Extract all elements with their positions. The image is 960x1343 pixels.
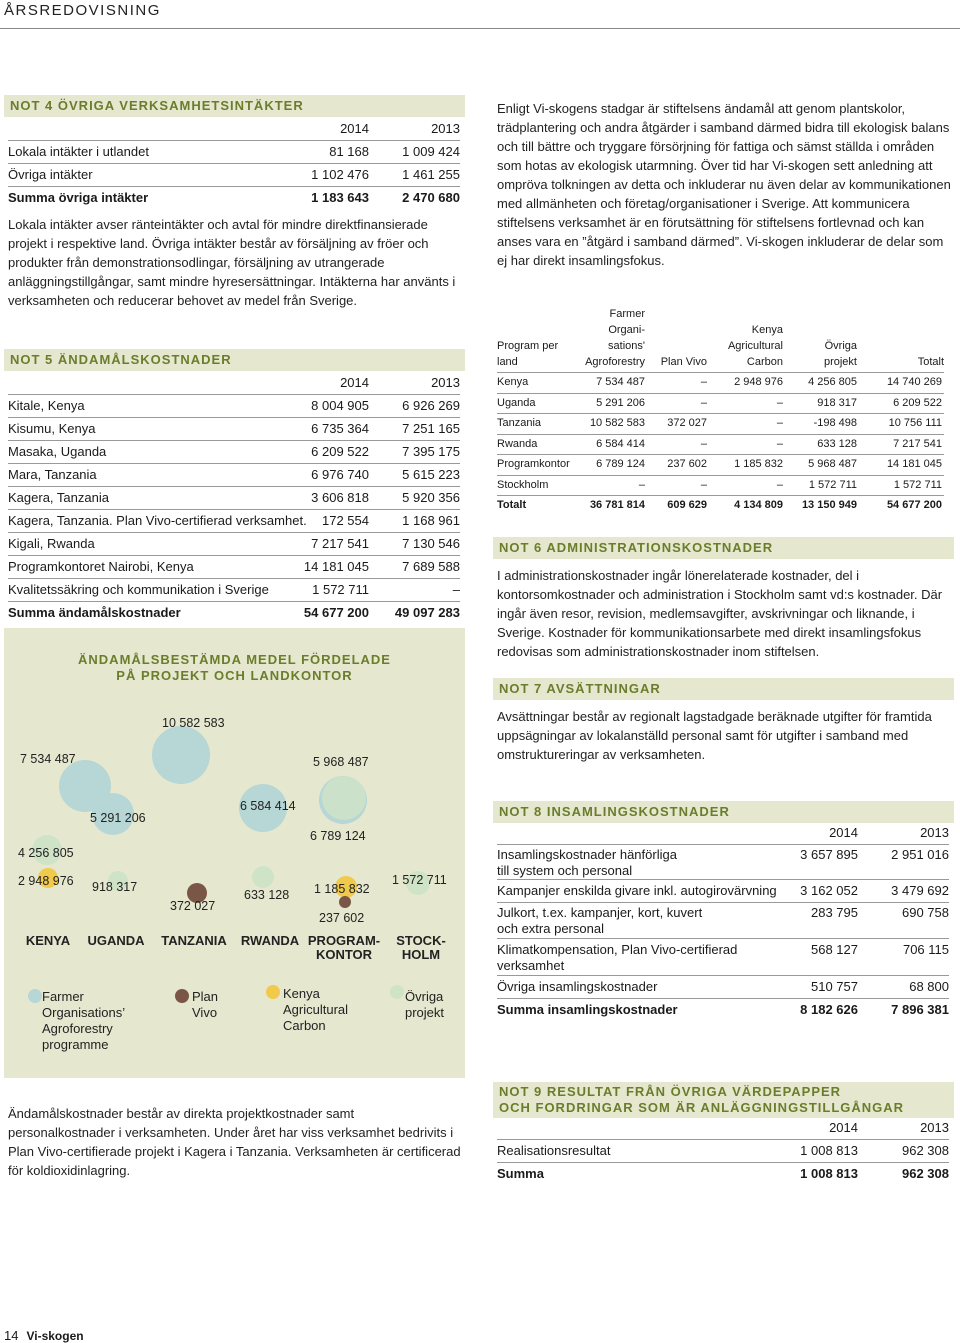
note4-row-label: Övriga intäkter <box>8 167 93 182</box>
header-line: Farmer <box>609 308 645 320</box>
category-kenya <box>18 934 78 948</box>
note4-row <box>8 141 460 164</box>
note4-row-2014: 81 168 <box>329 144 369 159</box>
note5-row <box>8 556 460 579</box>
label-prog-ovriga: 5 968 487 <box>313 755 369 769</box>
program-cell-land: Stockholm <box>497 478 549 491</box>
note8-row-2014: 3 657 895 <box>800 847 858 862</box>
legend-line: Plan <box>192 989 219 1004</box>
program-cell-planvivo: 609 629 <box>667 499 707 511</box>
note9-title-line2: OCH FORDRINGAR SOM ÄR ANLÄGGNINGSTILLGÅNGAR <box>499 1100 905 1115</box>
program-cell-land: Kenya <box>497 376 529 388</box>
note7-text: Avsättningar består av regionalt lagstadgade beräknade utgifter för framtida uppsägningar av lokalanställd personal samt för utgifter i samband med omstruktureringar av verksamheten. <box>497 709 932 762</box>
header-line: Carbon <box>746 356 783 368</box>
legend-planvivo <box>192 989 218 1021</box>
legend-line: projekt <box>405 1005 445 1020</box>
note5-row-2013: 7 395 175 <box>402 444 460 459</box>
note8-year-row <box>497 822 949 845</box>
note5-row-label: Summa ändamålskostnader <box>8 605 181 620</box>
bubble-chart-caption: Ändamålskostnader består av direkta projektkostnader samt personalkostnader i verksamheten. Under året har viss verksamhet bedrivits i Plan Vivo-certifierade projekt i Kagera i Tanzania. Verksamheten är certificerad för koldioxidinlagring. <box>8 1106 461 1178</box>
note9-sum-row <box>497 1163 949 1185</box>
program-total-row <box>497 496 944 516</box>
category-line2: KONTOR <box>315 947 373 962</box>
note5-row-2014: 6 976 740 <box>311 467 369 482</box>
note4-title: NOT 4 ÖVRIGA VERKSAMHETSINTÄKTER <box>4 95 465 117</box>
program-cell-ovriga: 13 150 949 <box>801 499 857 511</box>
legend-line: Vivo <box>192 1005 218 1020</box>
label-prog-carbon: 1 185 832 <box>314 882 370 896</box>
note8-row <box>497 903 949 939</box>
note9-title-line1: NOT 9 RESULTAT FRÅN ÖVRIGA VÄRDEPAPPER <box>499 1084 842 1099</box>
program-cell-totalt: 14 740 269 <box>886 376 942 388</box>
note6-text: I administrationskostnader ingår lönerelaterade kostnader, del i kontorsomkostnader och administration i Stockholm samt vd:s kostnader. Där ingår även resor, revision, medlemsavgifter, avskrivningar och liknande, i Sverige. Kostnader för kommunikationsarbete med direkt insamlingsfokus redovisas som administrationskostnader inom stiftelsen. <box>497 568 943 659</box>
legend-line: Övriga <box>405 989 444 1004</box>
note5-row <box>8 464 460 487</box>
label-uganda-farmer: 5 291 206 <box>90 811 146 825</box>
note8-row-2013: 690 758 <box>902 905 949 920</box>
note4-row-2013: 1 461 255 <box>402 167 460 182</box>
page-number: 14 <box>4 1328 19 1343</box>
program-cell-farmer: 6 789 124 <box>596 458 645 470</box>
legend-planvivo-swatch <box>175 989 189 1003</box>
category-uganda <box>84 934 148 948</box>
header-line: Agroforestry <box>585 356 645 368</box>
note5-row-2013: 6 926 269 <box>402 398 460 413</box>
note8-year-2014: 2014 <box>829 825 858 840</box>
program-cell-planvivo: – <box>700 437 707 450</box>
note8-row <box>497 880 949 903</box>
note8-label-line: till system och personal <box>497 863 633 878</box>
note8-row-2014: 8 182 626 <box>800 1002 858 1017</box>
program-cell-land: Rwanda <box>497 437 538 450</box>
note4-sum-row <box>8 187 460 209</box>
note4-year-2013: 2013 <box>431 121 460 136</box>
bubble-prog-planvivo <box>339 896 351 908</box>
bubble-prog-ovriga <box>322 776 366 820</box>
note8-row-label <box>497 847 677 879</box>
note5-row-2014: 3 606 818 <box>311 490 369 505</box>
legend-farmer <box>42 989 125 1053</box>
note8-label-line: Julkort, t.ex. kampanjer, kort, kuvert <box>497 905 703 920</box>
program-cell-farmer: 7 534 487 <box>596 376 645 388</box>
note8-title: NOT 8 INSAMLINGSKOSTNADER <box>493 801 954 823</box>
category-line1: PROGRAM- <box>307 933 381 948</box>
note5-row <box>8 510 460 533</box>
program-cell-ovriga: 918 317 <box>817 396 857 409</box>
program-cell-totalt: 14 181 045 <box>886 458 942 470</box>
label-prog-planvivo: 237 602 <box>319 911 365 925</box>
program-cell-farmer: 36 781 814 <box>589 499 645 511</box>
bubble-tanzania-farmer <box>152 726 210 784</box>
note7-title: NOT 7 AVSÄTTNINGAR <box>493 678 954 700</box>
note8-row-label <box>497 942 737 974</box>
label-tanzania-planvivo: 372 027 <box>170 899 216 913</box>
label-tanzania-farmer: 10 582 583 <box>162 716 225 730</box>
program-cell-planvivo: – <box>700 478 707 491</box>
note9-row-2013: 962 308 <box>902 1166 949 1181</box>
program-cell-ovriga: 1 572 711 <box>808 478 857 491</box>
header-carbon <box>719 322 783 370</box>
program-cell-planvivo: – <box>700 376 707 388</box>
note4-row-2014: 1 102 476 <box>311 167 369 182</box>
note8-table <box>497 822 949 1021</box>
note5-row-2013: 5 920 356 <box>402 490 460 505</box>
note5-row-2013: 49 097 283 <box>394 605 460 620</box>
page-footer <box>4 1328 84 1343</box>
legend-farmer-swatch <box>28 989 42 1003</box>
note8-row <box>497 845 949 880</box>
label-kenya-carbon: 2 948 976 <box>18 874 74 888</box>
note5-row-label: Kvalitetssäkring och kommunikation i Sverige <box>8 582 269 597</box>
note8-row-2013: 706 115 <box>902 942 949 957</box>
note8-label-line: Klimatkompensation, Plan Vivo-certifierad <box>497 942 738 957</box>
note5-title: NOT 5 ÄNDAMÅLSKOSTNADER <box>4 349 465 371</box>
note5-row-2013: 7 130 546 <box>402 536 460 551</box>
program-cell-carbon: 1 185 832 <box>734 458 783 470</box>
note5-row-2013: – <box>452 582 460 597</box>
note5-row <box>8 579 460 602</box>
legend-carbon-swatch <box>266 985 280 999</box>
note9-year-2014: 2014 <box>829 1120 858 1135</box>
category-line1: KENYA <box>25 933 71 948</box>
program-cell-planvivo: 237 602 <box>667 458 707 470</box>
note5-row-2013: 1 168 961 <box>402 513 460 528</box>
note9-row <box>497 1140 949 1163</box>
note8-row <box>497 976 949 999</box>
note4-row <box>8 164 460 187</box>
legend-carbon <box>283 986 348 1034</box>
header-line: Plan Vivo <box>660 356 707 368</box>
note8-row-label <box>497 905 702 937</box>
note8-row-label: Summa insamlingskostnader <box>497 1002 678 1017</box>
note8-row-2014: 510 757 <box>811 979 858 994</box>
program-cell-totalt: 54 677 200 <box>886 499 942 511</box>
note5-year-2013: 2013 <box>431 375 460 390</box>
category-tanzania <box>158 934 230 948</box>
program-row <box>497 476 944 497</box>
note5-row-2013: 5 615 223 <box>402 467 460 482</box>
label-prog-farmer: 6 789 124 <box>310 829 366 843</box>
note5-row-2013: 7 251 165 <box>402 421 460 436</box>
program-cell-land: Uganda <box>497 396 536 409</box>
note5-row-2014: 1 572 711 <box>312 582 369 597</box>
note5-year-row <box>8 372 460 395</box>
note9-row-label: Summa <box>497 1166 544 1181</box>
header-line: Totalt <box>917 356 944 368</box>
note5-row-2014: 7 217 541 <box>311 536 369 551</box>
program-cell-land: Programkontor <box>497 458 570 470</box>
note5-row-2014: 6 735 364 <box>311 421 369 436</box>
note8-row-2013: 68 800 <box>909 979 949 994</box>
label-uganda-ovriga: 918 317 <box>92 880 138 894</box>
bubble-chart-title-line2: PÅ PROJEKT OCH LANDKONTOR <box>116 668 353 683</box>
program-cell-totalt: 10 756 111 <box>888 417 942 429</box>
program-cell-carbon: 2 948 976 <box>734 376 783 388</box>
note4-row-2013: 2 470 680 <box>402 190 460 205</box>
note8-year-2013: 2013 <box>920 825 949 840</box>
note8-row-2014: 568 127 <box>811 942 858 957</box>
program-cell-farmer: 6 584 414 <box>596 437 645 450</box>
note5-row <box>8 441 460 464</box>
category-line1: RWANDA <box>240 933 300 948</box>
note5-row-2013: 7 689 588 <box>402 559 460 574</box>
header-line: land <box>497 356 518 368</box>
note5-row-2014: 54 677 200 <box>303 605 369 620</box>
legend-line: Organisations’ <box>42 1005 126 1020</box>
note9-row-2014: 1 008 813 <box>800 1166 858 1181</box>
legend-line: Agricultural <box>283 1002 349 1017</box>
category-line1: TANZANIA <box>161 933 227 948</box>
program-cell-totalt: 1 572 711 <box>893 478 942 491</box>
footer-brand: Vi-skogen <box>26 1329 84 1343</box>
program-cell-ovriga: 633 128 <box>817 437 857 450</box>
label-stockholm-ovriga: 1 572 711 <box>392 873 447 887</box>
header-rule <box>0 28 960 29</box>
note6-title: NOT 6 ADMINISTRATIONSKOSTNADER <box>493 537 954 559</box>
program-cell-planvivo: – <box>700 396 707 409</box>
note5-row-2014: 6 209 522 <box>311 444 369 459</box>
note5-row-label: Kagera, Tanzania <box>8 490 109 505</box>
header-farmer <box>581 306 645 370</box>
note4-table <box>8 118 460 209</box>
intro-text: Enligt Vi-skogens stadgar är stiftelsens ändamål att genom plantskolor, trädplantering och andra åtgärder i samband därmed bidra till ekologisk balans och till bättre och tryggare försörjning för fattiga och sämst ställda i områden som hotas av ekologisk utarmning. Över tid har Vi-skogen sett anledning att ompröva tolkningen av detta och inkluderar nu även delar av kommunikationen med allmänheten och företag/organisationer i Sverige. Att kommunicera stiftelsens verksamhet är en förutsättning för stiftelsens fortlevnad och kan anses vara en ”åtgärd i samband därmed”. Vi-skogen inkluderar de delar som ej har direkt insamlingsfokus. <box>497 101 951 268</box>
header-line: Organi- <box>608 324 645 336</box>
note5-row-label: Kigali, Rwanda <box>8 536 95 551</box>
note8-row-2013: 2 951 016 <box>891 847 949 862</box>
program-cell-carbon: – <box>776 478 783 491</box>
program-table <box>497 308 944 516</box>
program-cell-farmer: – <box>638 478 645 491</box>
program-cell-farmer: 10 582 583 <box>589 417 645 429</box>
program-cell-ovriga: 4 256 805 <box>808 376 857 388</box>
note5-row-label: Kagera, Tanzania. Plan Vivo-certifierad verksamhet. <box>8 513 307 528</box>
header-line: Kenya <box>751 324 783 336</box>
header-program <box>497 338 558 370</box>
label-rwanda-ovriga: 633 128 <box>244 888 290 902</box>
note4-row-label: Summa övriga intäkter <box>8 190 149 205</box>
note9-row-label: Realisationsresultat <box>497 1143 611 1158</box>
note8-row-2014: 283 795 <box>811 905 858 920</box>
note8-sum-row <box>497 999 949 1021</box>
header-ovriga <box>793 338 857 370</box>
legend-line: programme <box>42 1037 109 1052</box>
category-stockholm <box>388 934 454 962</box>
note8-label-line: och extra personal <box>497 921 604 936</box>
note5-row <box>8 487 460 510</box>
note8-row-2013: 3 479 692 <box>891 883 949 898</box>
note5-row <box>8 533 460 556</box>
note5-row-label: Mara, Tanzania <box>8 467 97 482</box>
program-cell-carbon: 4 134 809 <box>734 499 783 511</box>
program-cell-carbon: – <box>776 417 783 429</box>
legend-line: Kenya <box>283 986 320 1001</box>
bubble-chart-panel <box>4 628 465 1078</box>
program-cell-land: Tanzania <box>497 417 542 429</box>
note8-label-line: verksamhet <box>497 958 565 973</box>
note4-row-2014: 1 183 643 <box>311 190 369 205</box>
header-line: sations' <box>608 340 645 352</box>
program-cell-ovriga: 5 968 487 <box>808 458 857 470</box>
section-header: ÅRSREDOVISNING <box>4 2 161 19</box>
bubble-rwanda-ovriga <box>252 866 274 888</box>
header-totalt <box>918 354 944 370</box>
legend-ovriga <box>405 989 444 1021</box>
program-row <box>497 455 944 476</box>
note5-row-2014: 172 554 <box>322 513 369 528</box>
category-line2: HOLM <box>401 947 441 962</box>
note5-row <box>8 418 460 441</box>
note8-label-line: Insamlingskostnader hänförliga <box>497 847 677 862</box>
note4-year-2014: 2014 <box>340 121 369 136</box>
note5-row-2014: 8 004 905 <box>311 398 369 413</box>
note5-table <box>8 372 460 624</box>
category-line1: STOCK- <box>396 933 446 948</box>
label-kenya-farmer: 7 534 487 <box>20 752 76 766</box>
program-row <box>497 435 944 456</box>
legend-ovriga-swatch <box>390 985 404 999</box>
header-line: Övriga <box>824 340 857 352</box>
note8-row-label: Kampanjer enskilda givare inkl. autogirovärvning <box>497 883 777 898</box>
note4-year-row <box>8 118 460 141</box>
bubble-chart-title <box>4 652 465 684</box>
note5-year-2014: 2014 <box>340 375 369 390</box>
legend-line: Agroforestry <box>42 1021 113 1036</box>
program-row <box>497 373 944 394</box>
header-planvivo <box>647 354 707 370</box>
note4-row-label: Lokala intäkter i utlandet <box>8 144 149 159</box>
label-rwanda-farmer: 6 584 414 <box>240 799 296 813</box>
note8-row <box>497 939 949 976</box>
note9-table <box>497 1117 949 1185</box>
program-cell-carbon: – <box>776 437 783 450</box>
note5-row-2014: 14 181 045 <box>303 559 369 574</box>
header-line: projekt <box>823 356 857 368</box>
legend-line: Farmer <box>42 989 84 1004</box>
header-line: Program per <box>497 340 559 352</box>
note9-year-2013: 2013 <box>920 1120 949 1135</box>
category-programkontor <box>306 934 382 962</box>
note5-row-label: Kisumu, Kenya <box>8 421 96 436</box>
program-cell-land: Totalt <box>497 499 527 511</box>
program-cell-planvivo: 372 027 <box>667 417 707 429</box>
note4-text: Lokala intäkter avser ränteintäkter och avtal för mindre direktfinansierade projekt i respektive land. Övriga intäkter består av försäljning av fröer och produkter från demonstrationsodlingar, försäljning av utrangerade anläggningstillgångar, samt mindre hyresersättningar. Intäkterna har använts i verksamheten och reducerar behovet av medel från Sverige. <box>8 217 456 308</box>
note5-sum-row <box>8 602 460 624</box>
note9-title <box>493 1082 954 1118</box>
note8-row-2013: 7 896 381 <box>891 1002 949 1017</box>
program-cell-ovriga: -198 498 <box>813 417 857 429</box>
note5-row-label: Masaka, Uganda <box>8 444 107 459</box>
category-line1: UGANDA <box>87 933 145 948</box>
note9-year-row <box>497 1117 949 1140</box>
program-cell-totalt: 6 209 522 <box>893 396 942 409</box>
program-table-header <box>497 308 944 373</box>
note9-row-2014: 1 008 813 <box>800 1143 858 1158</box>
program-cell-totalt: 7 217 541 <box>893 437 942 450</box>
program-row <box>497 414 944 435</box>
note5-row-label: Programkontoret Nairobi, Kenya <box>8 559 194 574</box>
note4-row-2013: 1 009 424 <box>402 144 460 159</box>
program-cell-carbon: – <box>776 396 783 409</box>
note8-row-label: Övriga insamlingskostnader <box>497 979 658 994</box>
note8-row-2014: 3 162 052 <box>800 883 858 898</box>
note9-row-2013: 962 308 <box>902 1143 949 1158</box>
category-rwanda <box>238 934 302 948</box>
program-row <box>497 394 944 415</box>
legend-line: Carbon <box>283 1018 326 1033</box>
note5-row <box>8 395 460 418</box>
label-kenya-ovriga: 4 256 805 <box>18 846 74 860</box>
bubble-chart-title-line1: ÄNDAMÅLSBESTÄMDA MEDEL FÖRDELADE <box>78 652 391 667</box>
header-line: Agricultural <box>727 340 783 352</box>
note5-row-label: Kitale, Kenya <box>8 398 85 413</box>
program-cell-farmer: 5 291 206 <box>596 396 645 409</box>
